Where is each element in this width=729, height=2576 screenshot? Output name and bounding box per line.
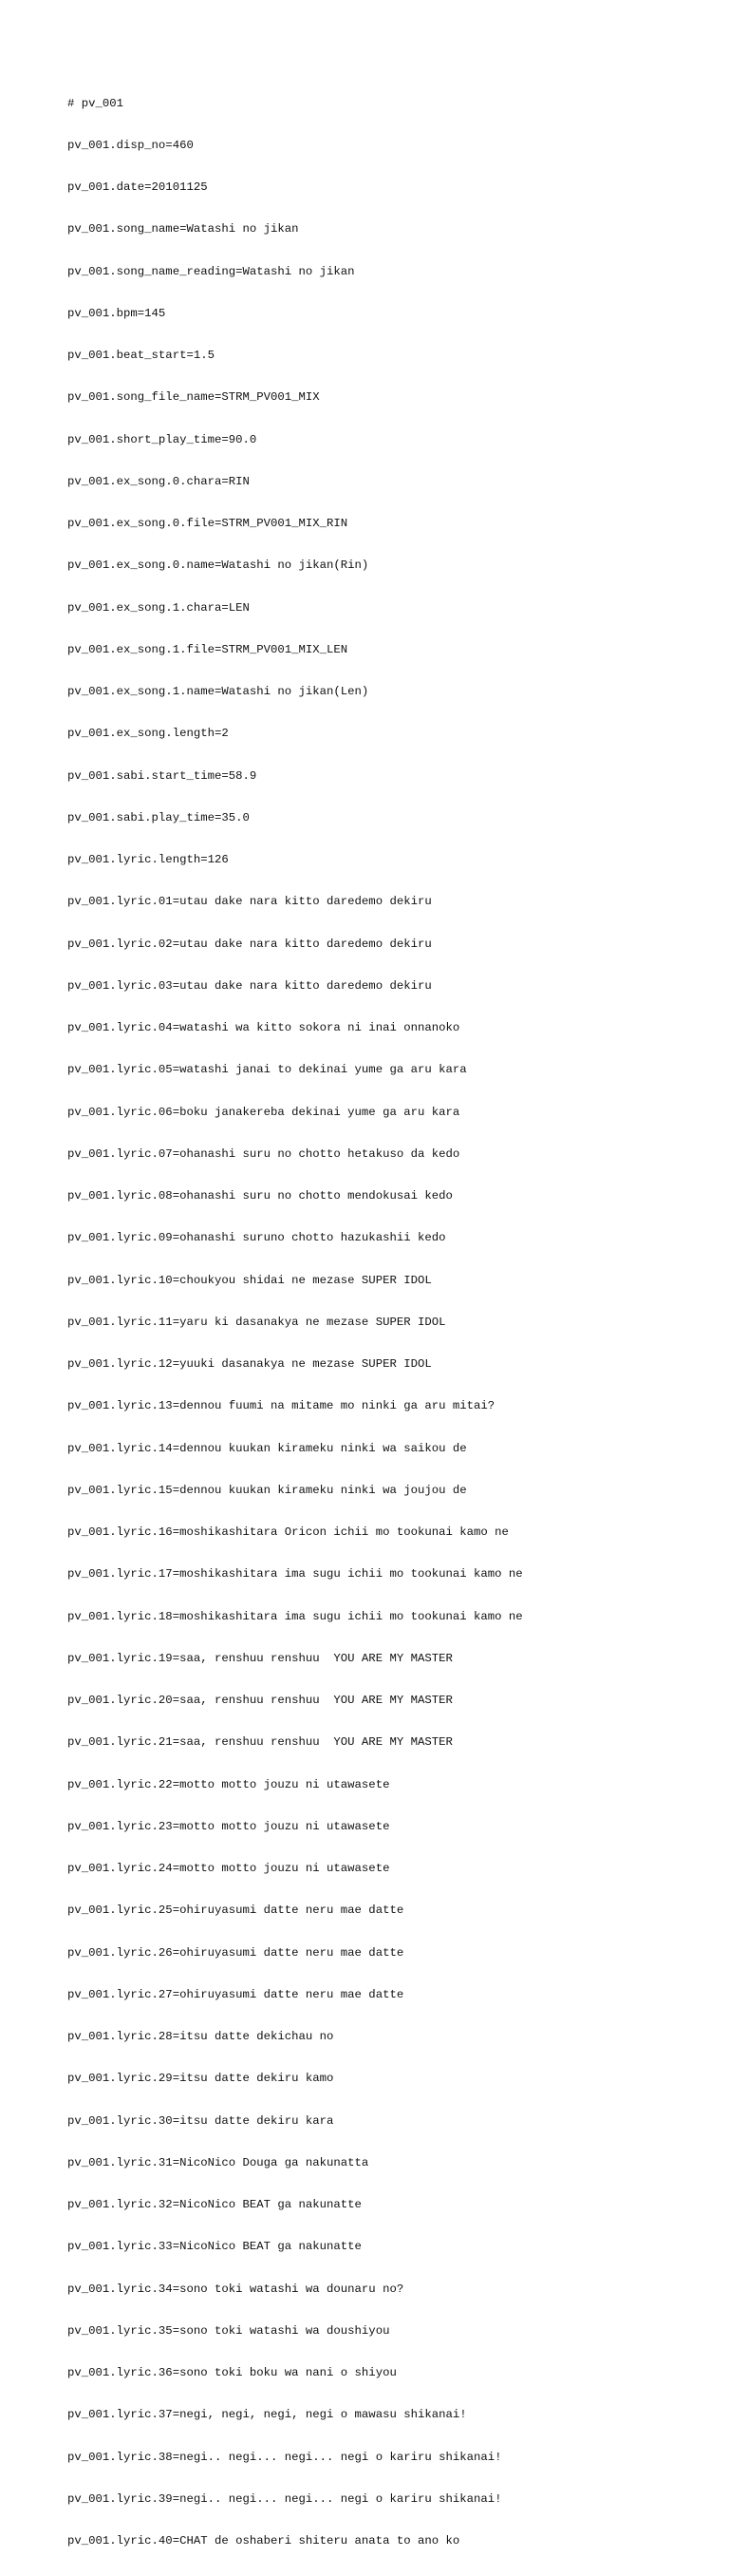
- text-line: pv_001.song_name_reading=Watashi no jikan: [67, 264, 355, 278]
- text-line: pv_001.ex_song.1.file=STRM_PV001_MIX_LEN: [67, 642, 348, 656]
- text-line: pv_001.lyric.18=moshikashitara ima sugu ichii mo tookunai kamo ne: [67, 1609, 523, 1623]
- text-line: pv_001.song_file_name=STRM_PV001_MIX: [67, 390, 320, 405]
- text-line: pv_001.lyric.05=watashi janai to dekinai yume ga aru kara: [67, 1063, 467, 1077]
- text-line: pv_001.lyric.02=utau dake nara kitto daredemo dekiru: [67, 937, 432, 951]
- text-line: pv_001.lyric.15=dennou kuukan kirameku ninki wa joujou de: [67, 1483, 467, 1497]
- text-line: pv_001.ex_song.length=2: [67, 727, 229, 741]
- text-line: pv_001.lyric.36=sono toki boku wa nani o shiyou: [67, 2366, 397, 2379]
- text-line: pv_001.ex_song.1.name=Watashi no jikan(Len): [67, 685, 369, 698]
- text-line: pv_001.lyric.17=moshikashitara ima sugu ichii mo tookunai kamo ne: [67, 1567, 523, 1582]
- text-line: pv_001.sabi.play_time=35.0: [67, 810, 250, 824]
- text-line: pv_001.lyric.32=NicoNico BEAT ga nakunatte: [67, 2198, 362, 2211]
- text-line: pv_001.lyric.11=yaru ki dasanakya ne mezase SUPER IDOL: [67, 1315, 446, 1329]
- config-text-block: [67, 68, 523, 2576]
- text-line: pv_001.lyric.30=itsu datte dekiru kara: [67, 2113, 334, 2128]
- text-line: pv_001.lyric.13=dennou fuumi na mitame mo ninki ga aru mitai?: [67, 1399, 495, 1413]
- text-line: pv_001.lyric.24=motto motto jouzu ni utawasete: [67, 1862, 390, 1875]
- text-line: pv_001.ex_song.0.file=STRM_PV001_MIX_RIN: [67, 517, 348, 530]
- text-line: pv_001.date=20101125: [67, 180, 208, 194]
- text-line: pv_001.lyric.34=sono toki watashi wa dounaru no?: [67, 2282, 404, 2296]
- text-line: pv_001.lyric.23=motto motto jouzu ni utawasete: [67, 1819, 390, 1833]
- text-line: pv_001.lyric.19=saa, renshuu renshuu YOU ARE MY MASTER: [67, 1651, 453, 1665]
- text-line: pv_001.lyric.28=itsu datte dekichau no: [67, 2030, 334, 2043]
- text-line: pv_001.ex_song.1.chara=LEN: [67, 600, 250, 615]
- text-line: pv_001.lyric.09=ohanashi suruno chotto hazukashii kedo: [67, 1231, 446, 1245]
- text-line: pv_001.lyric.16=moshikashitara Oricon ichii mo tookunai kamo ne: [67, 1525, 509, 1539]
- text-line: pv_001.lyric.38=negi.. negi... negi... negi o kariru shikanai!: [67, 2450, 502, 2464]
- text-line: pv_001.lyric.04=watashi wa kitto sokora ni inai onnanoko: [67, 1021, 460, 1034]
- text-line: pv_001.lyric.26=ohiruyasumi datte neru mae datte: [67, 1945, 404, 1960]
- text-line: pv_001.lyric.25=ohiruyasumi datte neru mae datte: [67, 1904, 404, 1918]
- text-line: pv_001.disp_no=460: [67, 138, 194, 152]
- text-line: pv_001.lyric.37=negi, negi, negi, negi o mawasu shikanai!: [67, 2408, 467, 2422]
- text-line: pv_001.lyric.27=ohiruyasumi datte neru mae datte: [67, 1987, 404, 2001]
- text-line: pv_001.lyric.40=CHAT de oshaberi shiteru anata to ano ko: [67, 2534, 460, 2548]
- text-line: pv_001.lyric.10=choukyou shidai ne mezase SUPER IDOL: [67, 1273, 432, 1287]
- text-line: pv_001.bpm=145: [67, 306, 166, 320]
- text-line: pv_001.lyric.29=itsu datte dekiru kamo: [67, 2072, 334, 2086]
- text-line: pv_001.lyric.03=utau dake nara kitto daredemo dekiru: [67, 978, 432, 993]
- text-line: pv_001.lyric.12=yuuki dasanakya ne mezase SUPER IDOL: [67, 1357, 432, 1371]
- text-line: pv_001.lyric.length=126: [67, 853, 229, 866]
- text-line: pv_001.lyric.20=saa, renshuu renshuu YOU ARE MY MASTER: [67, 1694, 453, 1707]
- text-line: pv_001.lyric.22=motto motto jouzu ni utawasete: [67, 1777, 390, 1791]
- text-line: pv_001.beat_start=1.5: [67, 349, 215, 362]
- text-line: # pv_001: [67, 96, 124, 110]
- text-line: pv_001.lyric.01=utau dake nara kitto daredemo dekiru: [67, 895, 432, 909]
- text-line: pv_001.lyric.35=sono toki watashi wa doushiyou: [67, 2323, 390, 2338]
- text-line: pv_001.lyric.31=NicoNico Douga ga nakunatta: [67, 2155, 369, 2169]
- text-line: pv_001.lyric.06=boku janakereba dekinai yume ga aru kara: [67, 1105, 460, 1119]
- text-line: pv_001.song_name=Watashi no jikan: [67, 222, 299, 237]
- text-line: pv_001.sabi.start_time=58.9: [67, 768, 257, 783]
- text-line: pv_001.lyric.21=saa, renshuu renshuu YOU ARE MY MASTER: [67, 1735, 453, 1750]
- text-line: pv_001.lyric.39=negi.. negi... negi... negi o kariru shikanai!: [67, 2491, 502, 2506]
- text-line: pv_001.short_play_time=90.0: [67, 432, 257, 446]
- text-line: pv_001.lyric.07=ohanashi suru no chotto hetakuso da kedo: [67, 1146, 460, 1161]
- text-line: pv_001.lyric.33=NicoNico BEAT ga nakunatte: [67, 2240, 362, 2254]
- text-line: pv_001.ex_song.0.name=Watashi no jikan(Rin): [67, 559, 369, 573]
- text-line: pv_001.lyric.08=ohanashi suru no chotto mendokusai kedo: [67, 1189, 453, 1203]
- text-line: pv_001.ex_song.0.chara=RIN: [67, 474, 250, 488]
- text-line: pv_001.lyric.14=dennou kuukan kirameku ninki wa saikou de: [67, 1441, 467, 1455]
